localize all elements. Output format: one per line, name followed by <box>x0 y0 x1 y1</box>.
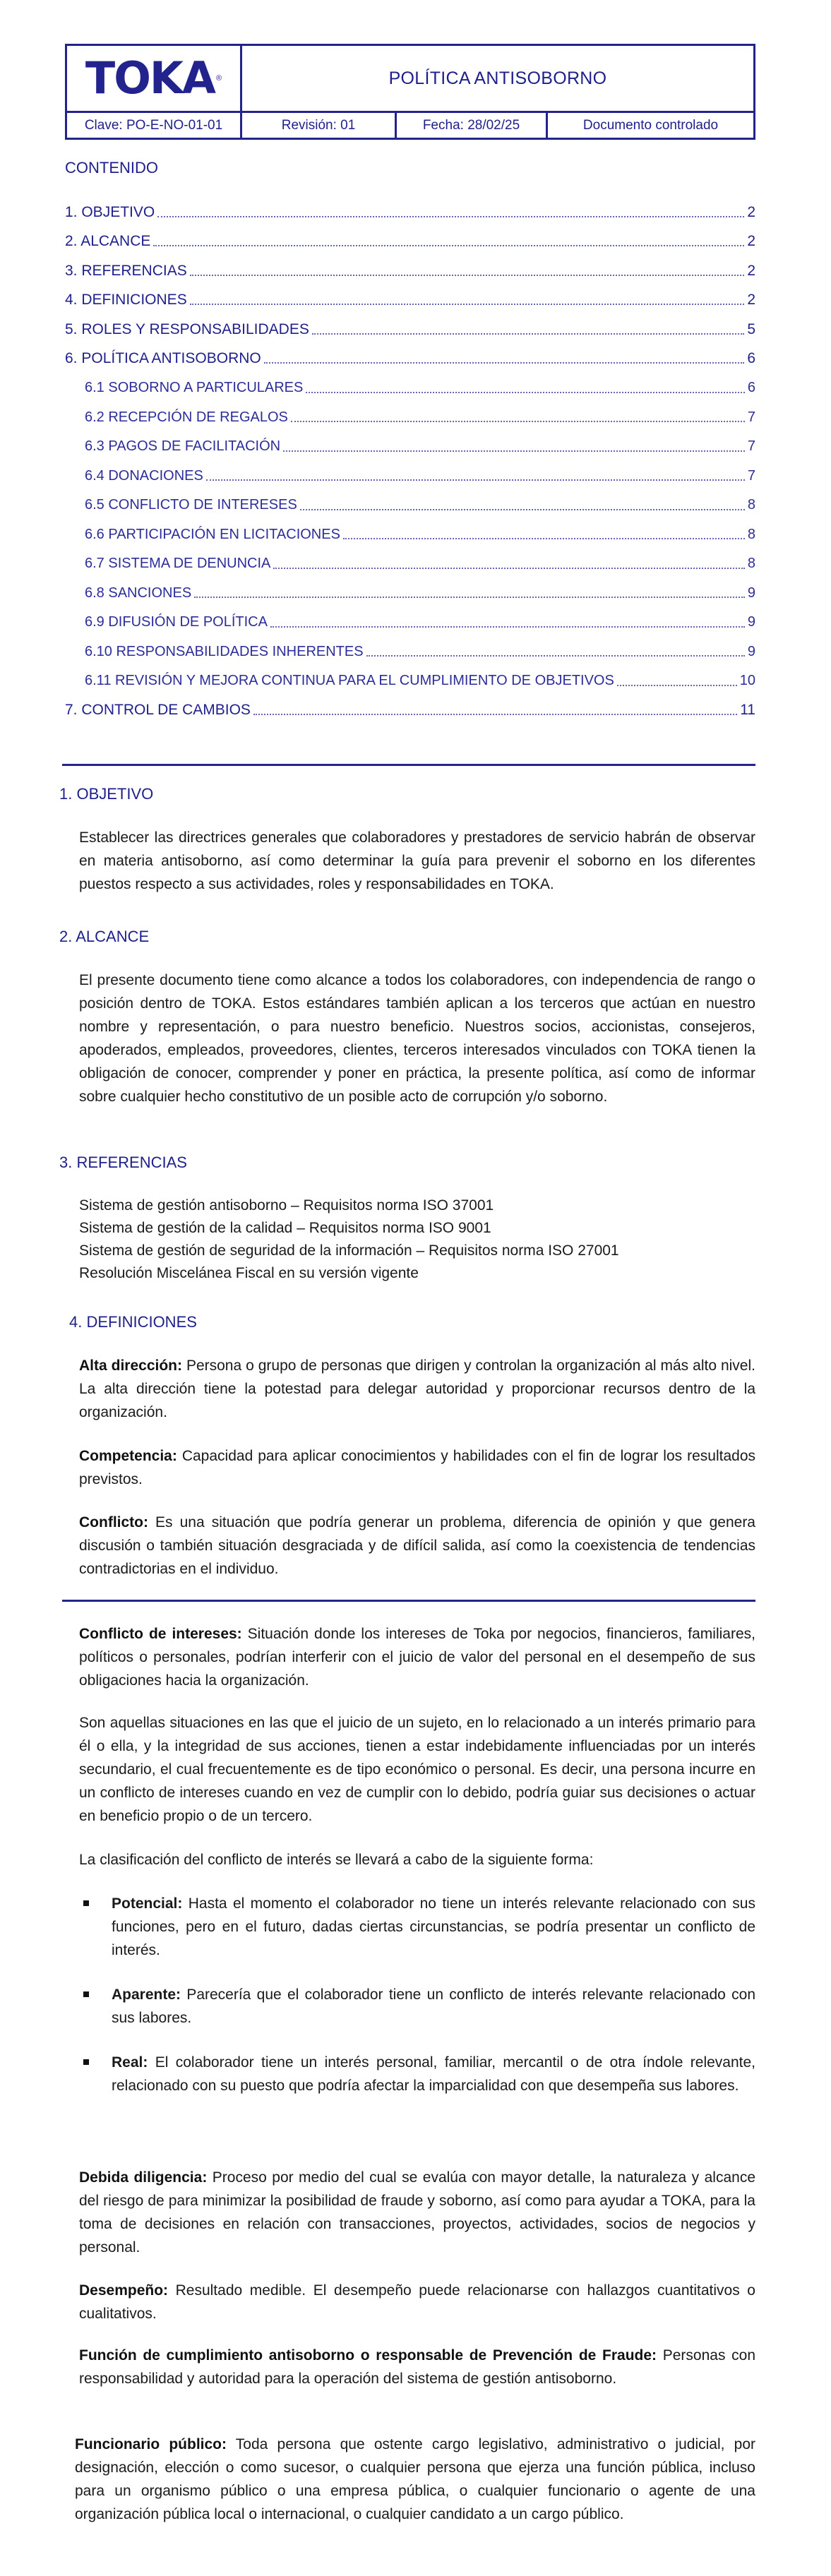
toc-entry[interactable] <box>65 666 755 696</box>
toc-dot-leader <box>206 479 745 481</box>
toc-entry-page: 11 <box>740 702 755 719</box>
page-divider <box>62 1600 755 1602</box>
toc-dot-leader <box>194 597 745 598</box>
toc-entry-page: 5 <box>747 320 755 337</box>
toc-entry-page: 9 <box>747 614 755 630</box>
toc-dot-leader <box>312 333 744 335</box>
toc-dot-leader <box>153 245 744 246</box>
bullet-square-icon <box>83 2059 89 2065</box>
definition-funcionario-publico: Funcionario público: Toda persona que ostente cargo legislativo, administrativo o judicial, por designación, elección o como sucesor, o cualquier persona que ejerza una función pública, incluso para un organismo público o una empresa pública, o cualquier funcionario o agente de una organización pública local o internacional, o cualquier candidato a un cargo público. <box>75 2436 755 2522</box>
toc-entry-page: 9 <box>747 643 755 659</box>
toc-entry-label: 1. OBJETIVO <box>65 203 155 220</box>
toc-entry[interactable] <box>65 579 755 609</box>
toc-entry-label: 2. ALCANCE <box>65 233 151 250</box>
toc-entry[interactable] <box>65 403 755 433</box>
section-heading-objetivo: 1. OBJETIVO <box>59 785 154 803</box>
document-header <box>65 44 755 140</box>
toc-entry-label: 4. DEFINICIONES <box>65 292 187 308</box>
toc-dot-leader <box>291 421 745 422</box>
toc-dot-leader <box>273 568 744 569</box>
objetivo-text: Establecer las directrices generales que colaboradores y prestadores de servicio habrán de observar en materia antisoborno, así como determinar la guía para prevenir el soborno en los diferentes puestos respecto a sus actividades, roles y responsabilidades en TOKA. <box>79 829 755 892</box>
toka-logo: TOKA <box>85 52 215 104</box>
definition-competencia: Competencia: Capacidad para aplicar conocimientos y habilidades con el fin de lograr los resultados previstos. <box>79 1448 755 1487</box>
toc-entry-page: 2 <box>747 233 755 250</box>
toc-entry-label: 6.8 SANCIONES <box>85 585 192 601</box>
conflicto-intereses-classification: La clasificación del conflicto de interés se llevará a cabo de la siguiente forma: <box>79 1852 594 1868</box>
toc-entry-page: 6 <box>747 350 755 367</box>
definition-funcion-cumplimiento: Función de cumplimiento antisoborno o responsable de Prevención de Fraude: Personas con responsabilidad y autoridad para la operación del sistema de gestión antisoborno. <box>79 2347 755 2387</box>
toc-entry[interactable] <box>65 520 755 550</box>
toc-entry-label: 6. POLÍTICA ANTISOBORNO <box>65 350 261 367</box>
definition-desempeno: Desempeño: Resultado medible. El desempeño puede relacionarse con hallazgos cuantitativos o cualitativos. <box>79 2282 755 2322</box>
conflict-types-list <box>79 1892 755 2119</box>
toc-entry-label: 5. ROLES Y RESPONSABILIDADES <box>65 320 309 337</box>
toc-entry-label: 6.5 CONFLICTO DE INTERESES <box>85 497 297 513</box>
toc-dot-leader <box>157 216 744 217</box>
toc-dot-leader <box>306 392 745 393</box>
term: Función de cumplimiento antisoborno o responsable de Prevención de Fraude: <box>79 2347 657 2364</box>
registered-mark: ® <box>215 74 222 83</box>
toc-entry[interactable] <box>65 227 755 257</box>
toc-dot-leader <box>190 304 745 305</box>
reference-item: Sistema de gestión de la calidad – Requisitos norma ISO 9001 <box>79 1220 491 1236</box>
toc-entry-label: 7. CONTROL DE CAMBIOS <box>65 702 251 719</box>
toc-entry-label: 3. REFERENCIAS <box>65 262 187 279</box>
term: Competencia: <box>79 1448 177 1464</box>
alcance-text: El presente documento tiene como alcance a todos los colaboradores, con independencia de rango o posición dentro de TOKA. Estos estándares también aplican a los terceros que actúan en nuestro nombre y representación, o para nuestro beneficio. Nuestros socios, accionistas, consejeros, apoderados, empleados, proveedores, clientes, terceros interesados vinculados con TOKA tienen la obligación de conocer, comprender y poner en práctica, la presente política, así como de informar sobre cualquier hecho constitutivo de un posible acto de corrupción y/o soborno. <box>79 972 755 1105</box>
definition-conflicto-de-intereses: Conflicto de intereses: Situación donde los intereses de Toka por negocios, financieros, familiares, políticos o personales, podrían interferir con el juicio de valor del personal en el desempeño de sus obligaciones hacia la organización. <box>79 1626 755 1689</box>
toc-entry[interactable] <box>65 637 755 667</box>
toc-dot-leader <box>283 450 745 452</box>
toc-entry-page: 2 <box>747 292 755 308</box>
definition-debida-diligencia: Debida diligencia: Proceso por medio del cual se evalúa con mayor detalle, la naturaleza y alcance del riesgo de para minimizar la posibilidad de fraude y soborno, así como para ayudar a TOKA, para la toma de decisiones en relación con transacciones, proyectos, actividades, socios de negocios y personal. <box>79 2169 756 2256</box>
section-heading-referencias: 3. REFERENCIAS <box>59 1154 187 1171</box>
toc-entry-label: 6.2 RECEPCIÓN DE REGALOS <box>85 409 288 425</box>
bullet-square-icon <box>83 1991 89 1997</box>
bullet-square-icon <box>83 1900 89 1906</box>
toc-dot-leader <box>270 626 745 628</box>
term: Funcionario público: <box>75 2436 227 2452</box>
toc-entry-page: 10 <box>739 673 755 689</box>
toc-entry-page: 7 <box>747 467 755 484</box>
toc-entry-page: 8 <box>747 556 755 572</box>
term: Debida diligencia: <box>79 2169 208 2186</box>
toc-heading: CONTENIDO <box>65 159 158 176</box>
term: Conflicto: <box>79 1514 148 1530</box>
table-of-contents <box>65 198 755 725</box>
toc-entry[interactable] <box>65 256 755 286</box>
toc-entry-page: 7 <box>747 438 755 455</box>
toc-entry-label: 6.10 RESPONSABILIDADES INHERENTES <box>85 643 364 659</box>
toc-dot-leader <box>617 685 737 686</box>
reference-item: Sistema de gestión de seguridad de la información – Requisitos norma ISO 27001 <box>79 1242 619 1259</box>
document-title: POLÍTICA ANTISOBORNO <box>388 68 607 88</box>
document-code: Clave: PO-E-NO-01-01 <box>67 113 242 138</box>
term: Desempeño: <box>79 2282 169 2299</box>
header-meta-row <box>67 111 753 138</box>
toc-entry[interactable] <box>65 462 755 491</box>
reference-item: Resolución Miscelánea Fiscal en su versión vigente <box>79 1265 419 1281</box>
toc-entry-page: 9 <box>747 585 755 601</box>
references-list <box>79 1194 755 1285</box>
toc-entry-page: 7 <box>747 409 755 425</box>
list-item: Potencial: Hasta el momento el colaborador no tiene un interés relevante relacionado con sus funciones, pero en el futuro, dadas ciertas circunstancias, se podría presentar un conflicto de interés. <box>79 1892 755 1962</box>
document-date: Fecha: 28/02/25 <box>397 113 548 138</box>
toc-entry[interactable] <box>65 549 755 579</box>
document-control-status: Documento controlado <box>582 117 719 133</box>
toc-dot-leader <box>343 538 745 539</box>
toc-entry[interactable] <box>65 432 755 462</box>
toc-entry[interactable] <box>65 373 755 403</box>
toc-entry[interactable] <box>65 608 755 637</box>
toc-entry[interactable] <box>65 315 755 345</box>
definition-conflicto: Conflicto: Es una situación que podría generar un problema, diferencia de opinión y que genera discusión o también situación desgraciada y de difícil salida, así como la coexistencia de tendencias contradictorias en el individuo. <box>79 1514 755 1577</box>
page-divider <box>62 764 755 766</box>
toc-dot-leader <box>366 655 745 657</box>
toc-entry-page: 8 <box>747 497 755 513</box>
toc-entry-label: 6.6 PARTICIPACIÓN EN LICITACIONES <box>85 526 340 542</box>
toc-dot-leader <box>190 275 745 276</box>
reference-item: Sistema de gestión antisoborno – Requisitos norma ISO 37001 <box>79 1197 494 1214</box>
toc-entry-label: 6.9 DIFUSIÓN DE POLÍTICA <box>85 614 268 630</box>
section-heading-alcance: 2. ALCANCE <box>59 928 150 945</box>
toc-entry[interactable] <box>65 345 755 374</box>
term: Alta dirección: <box>79 1358 182 1374</box>
toc-entry-label: 6.3 PAGOS DE FACILITACIÓN <box>85 438 281 455</box>
toc-entry-page: 2 <box>747 203 755 220</box>
toc-entry[interactable] <box>65 198 755 227</box>
list-item: Real: El colaborador tiene un interés personal, familiar, mercantil o de otra índole relevante, relacionado con su puesto que podría afectar la imparcialidad con que desempeña sus labores. <box>79 2051 755 2097</box>
toc-entry-page: 8 <box>747 526 755 542</box>
toc-entry-page: 2 <box>747 262 755 279</box>
document-revision: Revisión: 01 <box>242 113 397 138</box>
toc-entry-label: 6.4 DONACIONES <box>85 467 203 484</box>
toc-entry-page: 6 <box>747 380 755 396</box>
toc-entry[interactable] <box>65 286 755 316</box>
toc-entry[interactable] <box>65 491 755 520</box>
list-item: Aparente: Parecería que el colaborador tiene un conflicto de interés relevante relacionado con sus labores. <box>79 1983 755 2030</box>
toc-dot-leader <box>300 509 745 510</box>
toc-entry-label: 6.7 SISTEMA DE DENUNCIA <box>85 556 271 572</box>
toc-dot-leader <box>264 362 745 364</box>
toc-entry-label: 6.11 REVISIÓN Y MEJORA CONTINUA PARA EL CUMPLIMIENTO DE OBJETIVOS <box>85 673 614 689</box>
conflicto-intereses-detail: Son aquellas situaciones en las que el juicio de un sujeto, en lo relacionado a un interés primario para él o ella, y la integridad de sus acciones, tienen a estar indebidamente influenciadas por un interés secundario, el cual frecuentemente es de tipo económico o personal. Es decir, una persona incurre en un conflicto de intereses cuando en vez de cumplir con lo debido, podría guiar sus decisiones o actuar en beneficio propio o de un tercero. <box>79 1715 755 1824</box>
definition-alta-direccion: Alta dirección: Persona o grupo de personas que dirigen y controlan la organización al más alto nivel. La alta dirección tiene la potestad para delegar autoridad y proporcionar recursos dentro de la organización. <box>79 1358 755 1420</box>
toc-entry[interactable] <box>65 696 755 726</box>
section-heading-definiciones: 4. DEFINICIONES <box>69 1313 197 1331</box>
toc-dot-leader <box>253 714 737 715</box>
term: Conflicto de intereses: <box>79 1626 242 1642</box>
logo-cell <box>67 46 242 111</box>
toc-entry-label: 6.1 SOBORNO A PARTICULARES <box>85 380 304 396</box>
